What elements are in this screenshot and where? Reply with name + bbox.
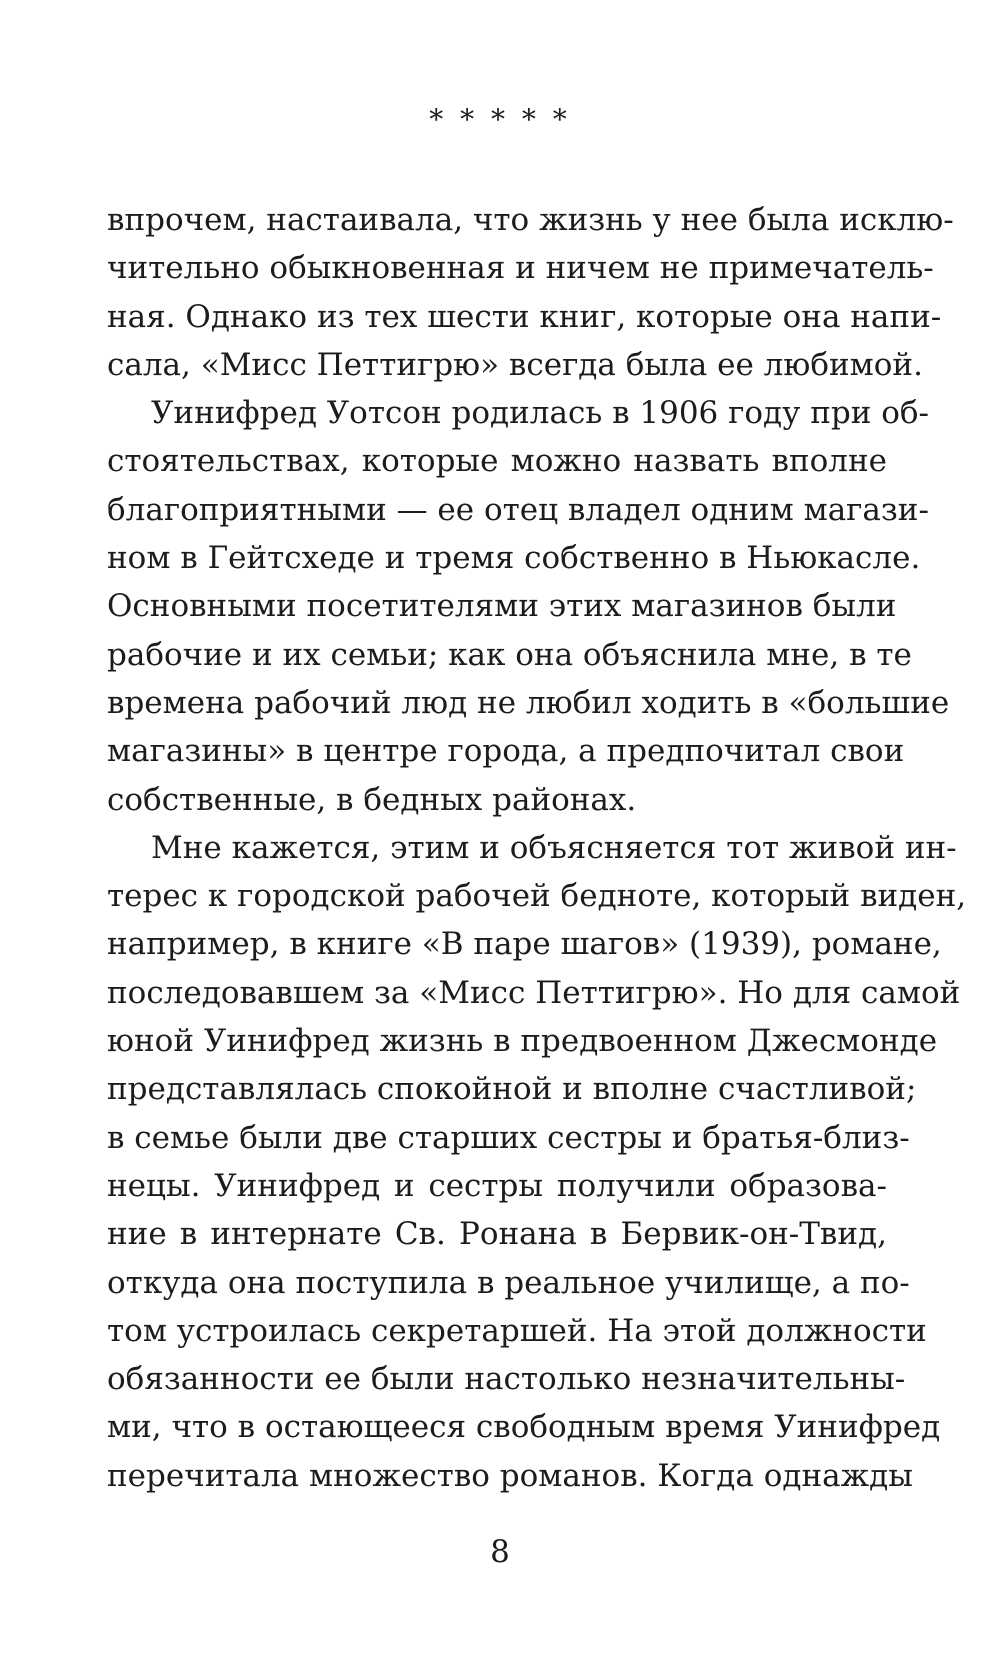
text-line: последовавшем за «Мисс Петтигрю». Но для самой (107, 974, 961, 1011)
text-line: представлялась спокойной и вполне счастливой; (107, 1071, 917, 1108)
text-line: сала, «Мисс Петтигрю» всегда была ее любимой. (107, 346, 923, 383)
text-line: юной Уинифред жизнь в предвоенном Джесмонде (107, 1023, 938, 1060)
text-line: чительно обыкновенная и ничем не примечатель- (107, 250, 934, 287)
text-line: магазины» в центре города, а предпочитал свои (107, 733, 905, 770)
text-line: например, в книге «В паре шагов» (1939), романе, (107, 926, 942, 963)
text-line: в семье были две старших сестры и братья-близ- (107, 1119, 910, 1156)
text-line: ном в Гейтсхеде и тремя собственно в Ньюкасле. (107, 540, 921, 577)
text-line: том устроилась секретаршей. На этой должности (107, 1312, 927, 1349)
text-line: обязанности ее были настолько незначительны- (107, 1361, 906, 1398)
text-line: ная. Однако из тех шести книг, которые она напи- (107, 298, 942, 335)
text-line: времена рабочий люд не любил ходить в «большие (107, 684, 950, 721)
section-separator: * * * * * (429, 103, 571, 136)
text-line: стоятельствах, которые можно назвать вполне (107, 443, 887, 480)
text-line: благоприятными — ее отец владел одним магази- (107, 491, 929, 528)
text-line: собственные, в бедных районах. (107, 781, 637, 818)
text-line: рабочие и их семьи; как она объяснила мне, в те (107, 636, 912, 673)
text-line: откуда она поступила в реальное училище, а по- (107, 1264, 910, 1301)
text-line: нецы. Уинифред и сестры получили образова- (107, 1167, 887, 1204)
body-text (107, 196, 967, 1500)
text-line: терес к городской рабочей бедноте, который виден, (107, 878, 967, 915)
paragraph-start-line: Уинифред Уотсон родилась в 1906 году при об- (151, 395, 930, 432)
text-line: ние в интернате Св. Ронана в Бервик-он-Твид, (107, 1216, 887, 1253)
text-line: ми, что в остающееся свободным время Уинифред (107, 1409, 941, 1446)
text-line: впрочем, настаивала, что жизнь у нее была исклю- (107, 202, 954, 238)
text-line: перечитала множество романов. Когда однажды (107, 1457, 913, 1494)
text-line: Основными посетителями этих магазинов были (107, 588, 897, 625)
page-number: 8 (490, 1534, 510, 1570)
paragraph-start-line: Мне кажется, этим и объясняется тот живой ин- (151, 829, 957, 866)
